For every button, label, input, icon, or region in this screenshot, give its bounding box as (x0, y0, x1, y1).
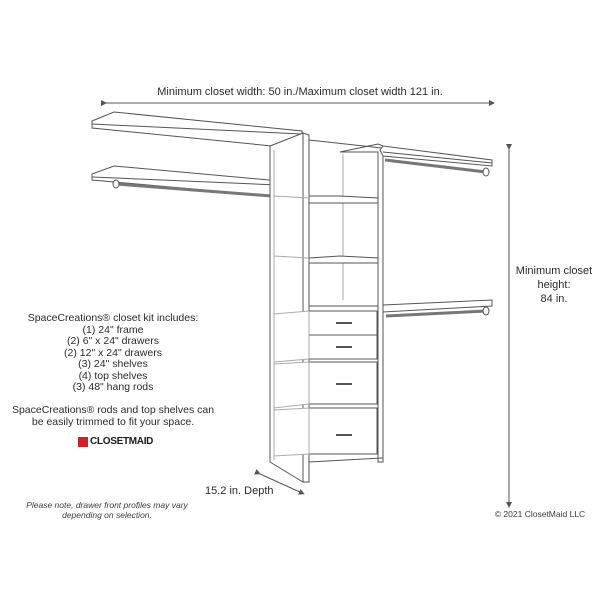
closet-depth-label: 15.2 in. Depth (205, 485, 274, 497)
note-line: depending on selection. (62, 510, 152, 520)
right-top-shelf (380, 146, 492, 166)
tower-base (309, 458, 383, 462)
closetmaid-logo (78, 436, 153, 447)
drawer-profile-note (0, 500, 214, 520)
right-lower-shelf (383, 300, 492, 316)
kit-item: (2) 12" x 24" drawers (64, 346, 162, 359)
logo-mark-icon (78, 437, 88, 447)
tower-top (309, 140, 382, 148)
left-top-shelf (92, 112, 302, 146)
trim-line: be easily trimmed to fit your space. (31, 416, 195, 428)
kit-contents-list (0, 313, 226, 394)
kit-item: (1) 24" frame (82, 323, 144, 336)
drawers (274, 311, 377, 456)
kit-item: (3) 48" hang rods (72, 381, 154, 393)
trim-note (0, 404, 226, 428)
kit-item: (4) top shelves (78, 369, 148, 382)
height-line: height: (537, 279, 571, 291)
height-line: Minimum closet (515, 265, 593, 277)
kit-heading: SpaceCreations® closet kit includes: (27, 312, 199, 324)
closet-height-label (508, 264, 600, 306)
kit-item: (3) 24" shelves (78, 358, 148, 370)
logo-text: CLOSETMAID (90, 436, 154, 447)
trim-line: SpaceCreations® rods and top shelves can (11, 404, 215, 416)
note-line: Please note, drawer front profiles may vary (26, 500, 188, 510)
height-line: 84 in. (540, 293, 568, 305)
closet-width-label: Minimum closet width: 50 in./Maximum closet width 121 in. (157, 86, 443, 98)
kit-item: (2) 6" x 24" drawers (66, 335, 160, 347)
copyright-notice: © 2021 ClosetMaid LLC (494, 509, 586, 519)
